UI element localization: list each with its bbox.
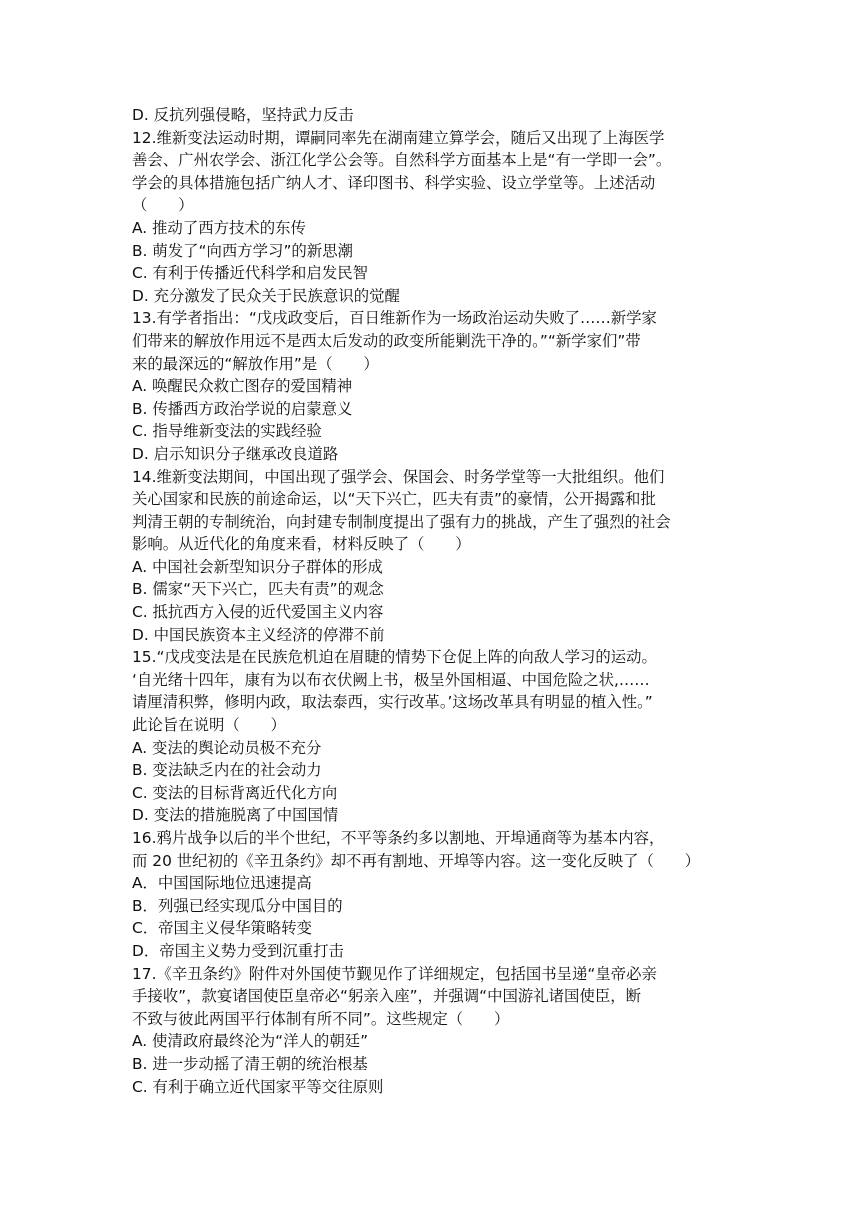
question-text-line: 手接收”，款宴诸国使臣皇帝必“躬亲入座”，并强调“中国游礼诸国使臣，断 <box>132 987 642 1006</box>
answer-option: C. 变法的目标背离近代化方向 <box>132 783 338 802</box>
answer-option: D. 充分激发了民众关于民族意识的觉醒 <box>132 286 400 305</box>
question-text-line: 13.有学者指出：“戊戌政变后，百日维新作为一场政治运动失败了……新学家 <box>132 309 657 328</box>
answer-option: A. 推动了西方技术的东传 <box>132 218 306 237</box>
question-text-line: 影响。从近代化的角度来看，材料反映了（ ） <box>132 535 471 554</box>
question-text-line: 14.维新变法期间，中国出现了强学会、保国会、时务学堂等一大批组织。他们 <box>132 467 665 486</box>
answer-option: D. 变法的措施脱离了中国国情 <box>132 806 339 825</box>
question-12 <box>132 127 732 308</box>
question-text-line: 善会、广州农学会、浙江化学公会等。自然科学方面基本上是“有一学即一会”。 <box>132 151 672 170</box>
question-16 <box>132 827 732 963</box>
question-text-line: （ ） <box>132 196 194 215</box>
question-text-line: 而 20 世纪初的《辛丑条约》却不再有割地、开埠等内容。这一变化反映了（ ） <box>132 851 701 870</box>
question-list <box>132 104 732 1098</box>
question-text-line: 不致与彼此两国平行体制有所不同”。这些规定（ ） <box>132 1009 510 1028</box>
answer-option: D. 启示知识分子继承改良道路 <box>132 444 339 463</box>
answer-option: B. 萌发了“向西方学习”的新思潮 <box>132 241 353 260</box>
answer-option: B. 变法缺乏内在的社会动力 <box>132 761 322 780</box>
question-13 <box>132 307 732 465</box>
answer-option: A. 中国社会新型知识分子群体的形成 <box>132 557 383 576</box>
question-text-line: 12.维新变法运动时期，谭嗣同率先在湖南建立算学会，随后又出现了上海医学 <box>132 128 665 147</box>
answer-option: B. 进一步动摇了清王朝的统治根基 <box>132 1054 368 1073</box>
answer-option: A. 唤醒民众救亡图存的爱国精神 <box>132 377 353 396</box>
answer-option: D．帝国主义势力受到沉重打击 <box>132 941 344 960</box>
answer-option: B．列强已经实现瓜分中国目的 <box>132 896 343 915</box>
answer-option: C. 有利于确立近代国家平等交往原则 <box>132 1077 384 1096</box>
question-text-line: 此论旨在说明（ ） <box>132 716 286 735</box>
answer-option: A．中国国际地位迅速提高 <box>132 874 312 893</box>
question-17 <box>132 963 732 1099</box>
question-text-line: 请厘清积弊，修明内政，取法泰西，实行改革。’这场改革具有明显的植入性。” <box>132 693 653 712</box>
question-14 <box>132 466 732 647</box>
question-11-tail <box>132 104 732 127</box>
question-text-line: ‘自光绪十四年，康有为以布衣伏阙上书，极呈外国相逼、中国危险之状,…… <box>132 670 650 689</box>
answer-option: C. 有利于传播近代科学和启发民智 <box>132 264 368 283</box>
question-text-line: 16.鸦片战争以后的半个世纪，不平等条约多以割地、开埠通商等为基本内容， <box>132 829 665 847</box>
answer-option: C. 抵抗西方入侵的近代爱国主义内容 <box>132 603 384 622</box>
answer-option: B. 传播西方政治学说的启蒙意义 <box>132 399 353 418</box>
answer-option: A. 使清政府最终沦为“洋人的朝廷” <box>132 1032 369 1051</box>
question-text-line: 们带来的解放作用远不是西太后发动的政变所能剿洗干净的。”“新学家们”带 <box>132 331 641 350</box>
answer-option: A. 变法的舆论动员极不充分 <box>132 738 322 757</box>
question-text-line: 判清王朝的专制统治，向封建专制制度提出了强有力的挑战，产生了强烈的社会 <box>132 512 671 531</box>
question-15 <box>132 646 732 827</box>
question-text-line: 学会的具体措施包括广纳人才、译印图书、科学实验、设立学堂等。上述活动 <box>132 173 656 192</box>
question-text-line: 15.“戊戌变法是在民族危机迫在眉睫的情势下仓促上阵的向敌人学习的运动。 <box>132 648 657 667</box>
answer-option: C. 指导维新变法的实践经验 <box>132 422 322 441</box>
answer-option: D. 反抗列强侵略，坚持武力反击 <box>132 106 354 124</box>
answer-option: D. 中国民族资本主义经济的停滞不前 <box>132 625 385 644</box>
answer-option: C．帝国主义侵华策略转变 <box>132 919 313 938</box>
answer-option: B. 儒家“天下兴亡，匹夫有责”的观念 <box>132 580 384 599</box>
question-text-line: 关心国家和民族的前途命运，以“天下兴亡，匹夫有责”的豪情，公开揭露和批 <box>132 490 656 509</box>
question-text-line: 来的最深远的“解放作用”是（ ） <box>132 354 379 373</box>
question-text-line: 17.《辛丑条约》附件对外国使节觐见作了详细规定，包括国书呈递“皇帝必亲 <box>132 964 657 983</box>
